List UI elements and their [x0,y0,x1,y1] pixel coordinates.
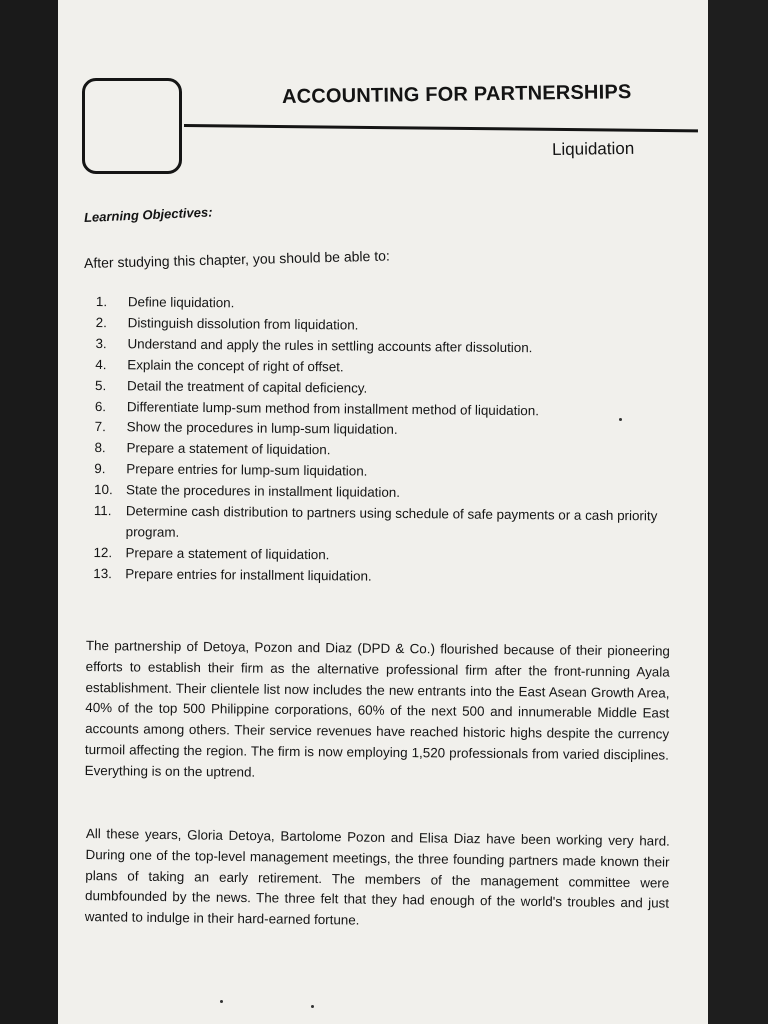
objectives-intro: After studying this chapter, you should be able to: [83,247,390,271]
objective-text: Distinguish dissolution from liquidation. [127,315,359,333]
objective-number: 12. [93,544,113,561]
objective-number: 10. [94,482,113,498]
objective-number: 8. [94,440,106,456]
scan-speck [619,418,622,421]
scan-speck [220,1000,223,1003]
objectives-list [93,292,676,590]
objective-text: Differentiate lump-sum method from installment method of liquidation. [126,398,540,418]
scan-left-border [0,0,58,1024]
body-paragraph-1: The partnership of Detoya, Pozon and Diaz (DPD & Co.) flourished because of their pioneering efforts to establish their firm as the alternative professional firm after the front-running Ayala establishment. Their clientele list now includes the new entrants into the East Asean Growth Area, 40% of the top 500 Philippine corporations, 60% of the next 500 and innumerable Middle East accounts among others. Their service revenues have reached historic highs despite the currency turmoil affecting the region. The firm is now employing 1,520 professionals from varied disciplines. Everything is on the uptrend. [84,637,670,780]
objective-number: 5. [95,377,107,393]
objective-number: 13. [93,565,112,581]
objective-text: Prepare a statement of liquidation. [126,440,331,458]
objective-item [94,501,674,548]
objective-number: 3. [95,335,107,351]
body-paragraph-2: All these years, Gloria Detoya, Bartolome Pozon and Elisa Diaz have been working very hard. During one of the top-level management meetings, the three founding partners made known their plans of taking an early retirement. The members of the management committee were dumbfounded by the news. The three felt that they had enough of the world's troubles and just wanted to indulge in their hard-earned fortune. [84,825,670,928]
objective-number: 6. [94,398,107,414]
objective-number: 4. [95,356,107,372]
chapter-title: ACCOUNTING FOR PARTNERSHIPS [281,81,632,108]
scan-speck [311,1005,314,1008]
objective-text: State the procedures in installment liquidation. [126,482,401,501]
chapter-subtitle: Liquidation [551,138,635,159]
learning-objectives-heading: Learning Objectives: [83,204,213,225]
objective-text: Define liquidation. [127,294,235,311]
objective-number: 7. [94,419,106,435]
objective-number: 1. [95,293,108,310]
objective-number: 2. [95,314,107,331]
scan-right-border [708,0,768,1024]
objective-text: Detail the treatment of capital deficiency. [127,377,368,396]
objective-number: 11. [93,503,112,519]
objective-text: Prepare entries for lump-sum liquidation. [126,461,368,479]
objective-number: 9. [94,461,106,477]
objective-text: Prepare entries for installment liquidation. [125,566,372,584]
objective-text: Determine cash distribution to partners using schedule of safe payments or a cash priority program. [125,503,658,540]
objective-text: Understand and apply the rules in settling accounts after dissolution. [127,336,533,356]
objective-text: Show the procedures in lump-sum liquidation. [126,419,398,438]
chapter-decoration-box [82,78,182,174]
objective-text: Explain the concept of right of offset. [127,357,344,375]
objective-text: Prepare a statement of liquidation. [125,545,330,563]
